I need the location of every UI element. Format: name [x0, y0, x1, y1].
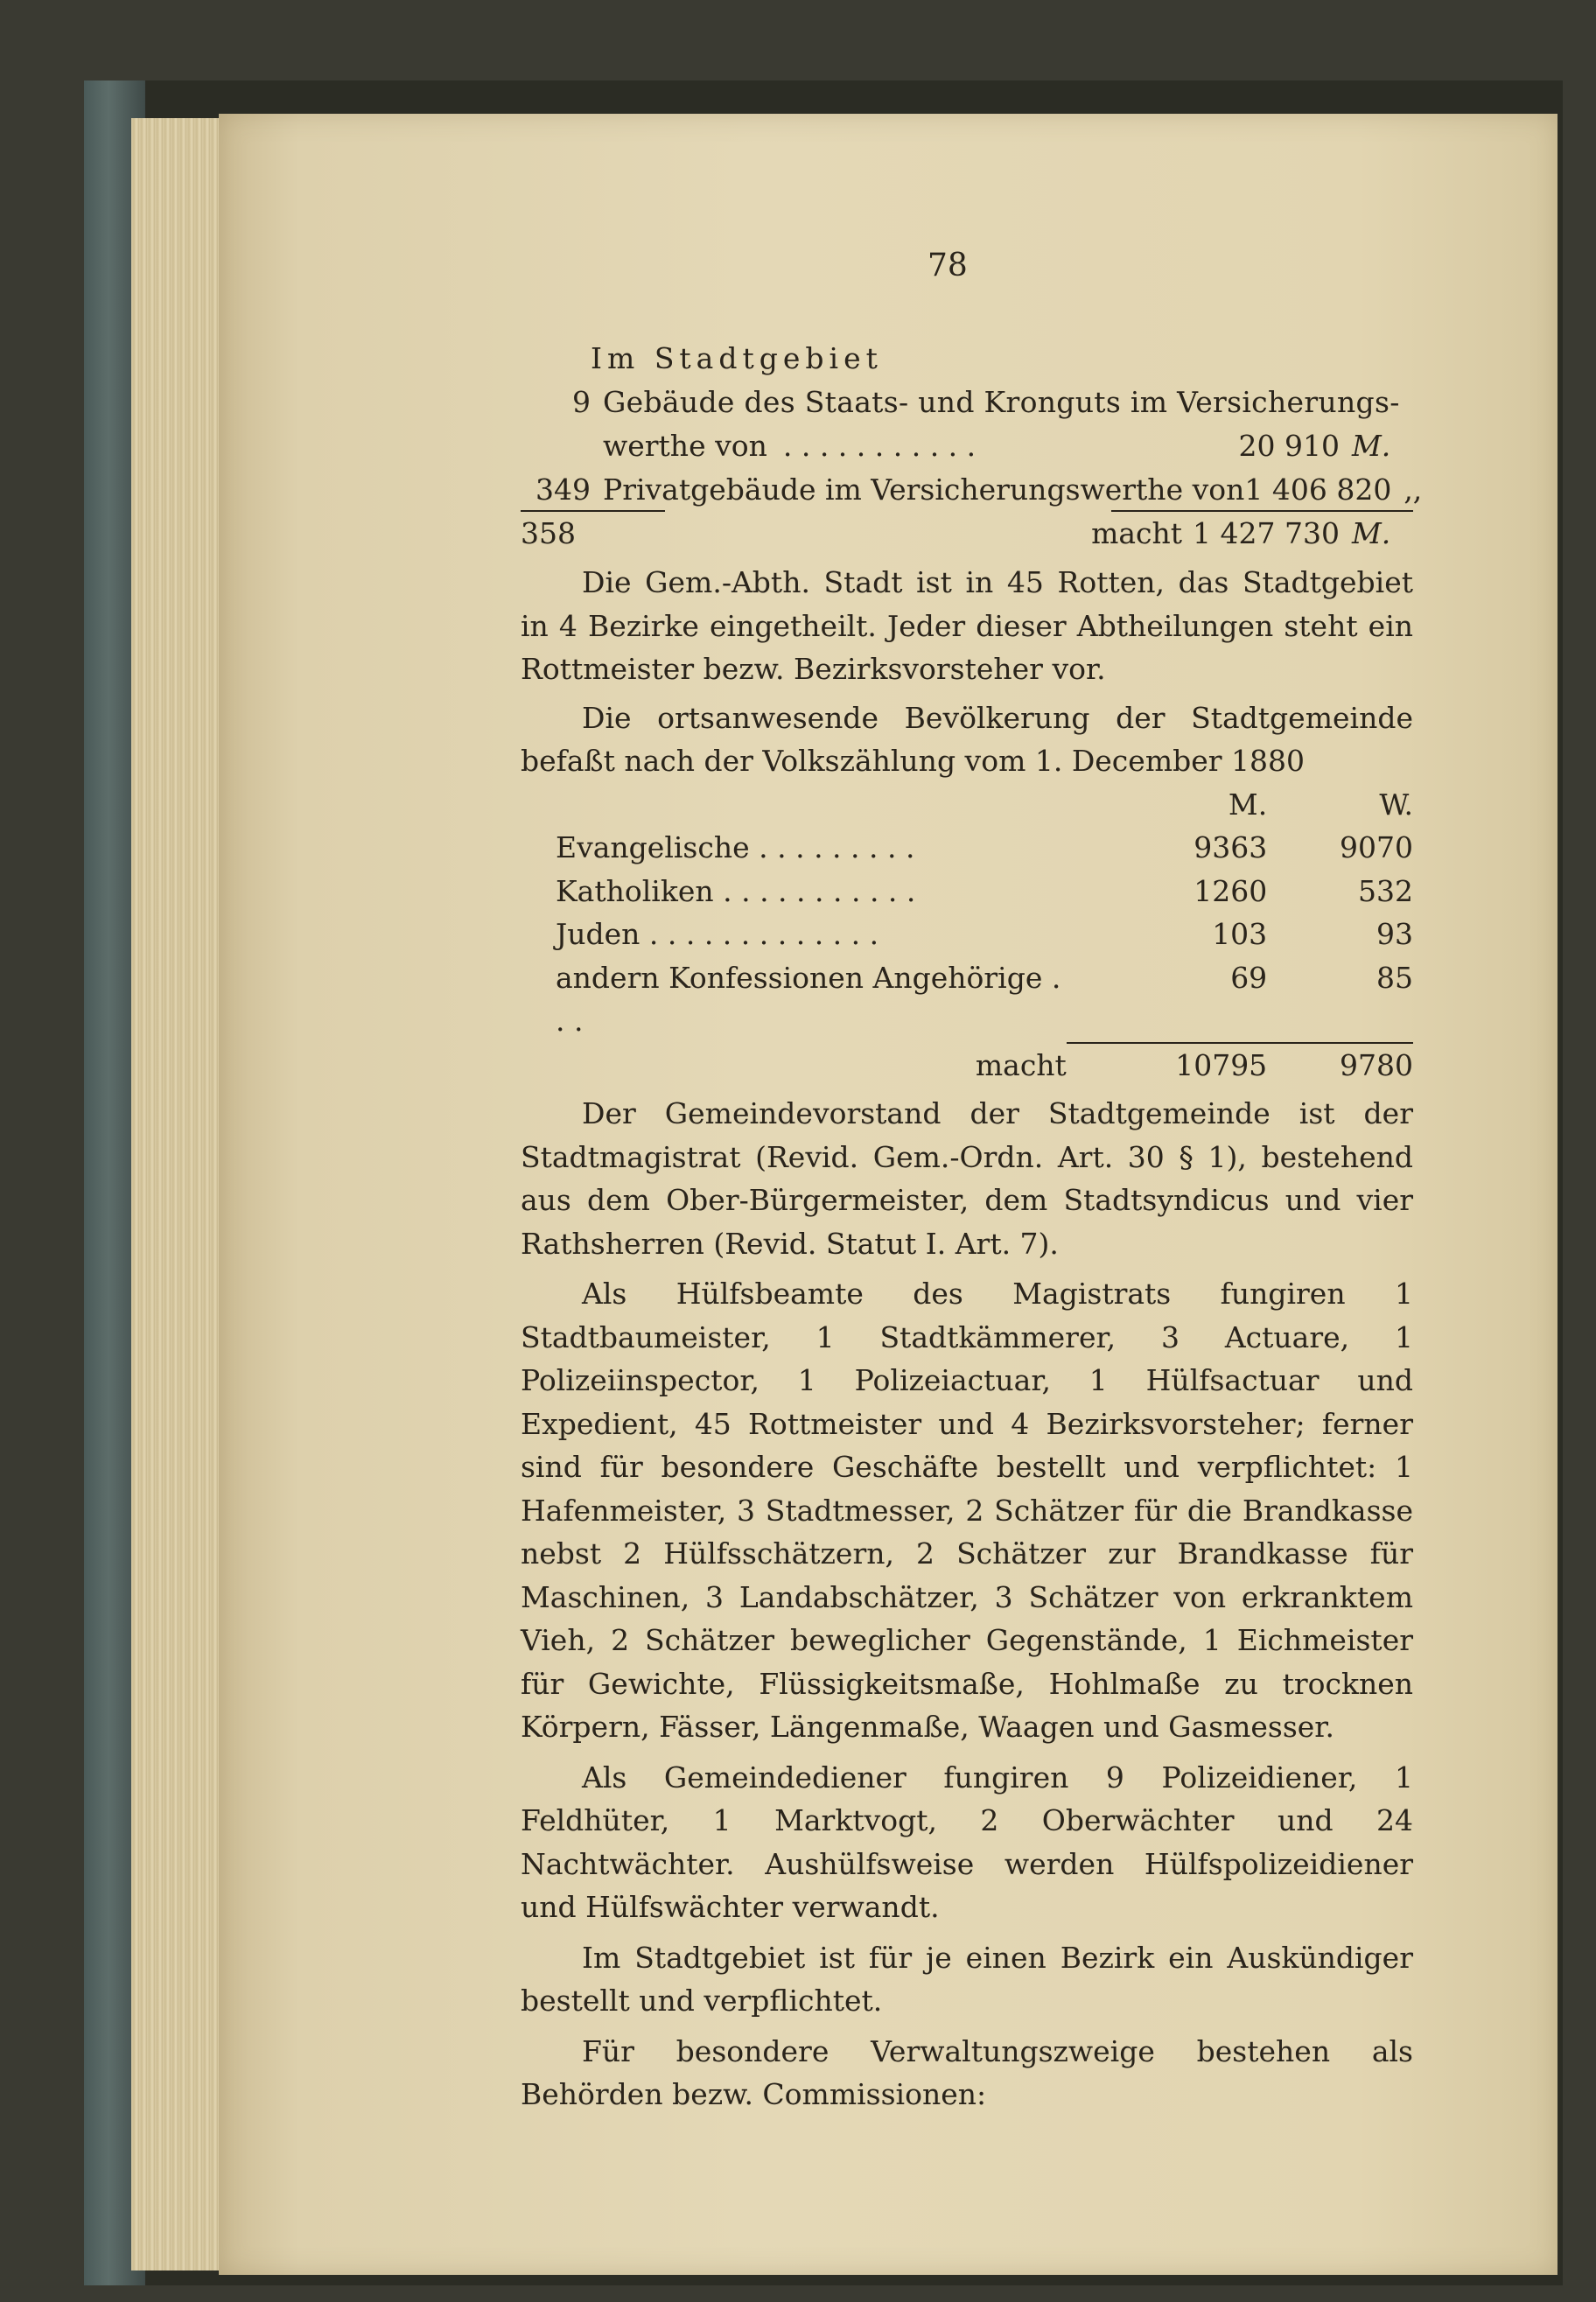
buildings-total: 358 macht 1 427 730 M. — [521, 516, 1391, 550]
rule-count — [521, 510, 665, 512]
paragraph-auskuendiger: Im Stadtgebiet ist für je einen Bezirk ein Auskündiger bestellt und verpflichtet. — [521, 1940, 1413, 2018]
paragraph-magistrat: Der Gemeindevorstand der Stadtgemeinde ist der Stadtmagistrat (Revid. Gem.-Ordn. Art. 30 § 1), bestehend aus dem Ober-Bürgermeister, dem Stadtsyndicus und vier Rathsherren (Revid. Statut I. Art. 7). — [521, 1096, 1413, 1261]
population-row: Evangelische . . . . . . . . . 9363 9070 — [556, 830, 1413, 864]
population-header: M. W. — [1228, 787, 1413, 822]
paragraph-gemeindediener: Als Gemeindediener fungiren 9 Polizeidiener, 1 Feldhüter, 1 Marktvogt, 2 Oberwächter und 24 Nachtwächter. Aushülfsweise werden Hülfspolizeidiener und Hülfswächter verwandt. — [521, 1760, 1413, 1924]
buildings-row-1: 9 Gebäude des Staats- und Kronguts im Versicherungs- — [572, 385, 1400, 419]
page-text — [521, 337, 1423, 2117]
buildings-row-2: 349 Privatgebäude im Versicherungswerthe von 1 406 820 ,, — [536, 472, 1423, 507]
population-table — [556, 783, 1413, 1088]
buildings-row-1-cont: werthe von . . . . . . . . . . . 20 910 M. — [603, 429, 1391, 463]
population-total: macht 10795 9780 — [975, 1047, 1413, 1082]
page-number: 78 — [928, 248, 968, 283]
population-row: andern Konfessionen Angehörige . . . 69 85 — [556, 956, 1413, 1043]
population-row: Juden . . . . . . . . . . . . . 103 93 — [556, 917, 1413, 951]
paragraph-behoerden: Für besondere Verwaltungszweige bestehen als Behörden bezw. Commissionen: — [521, 2033, 1413, 2111]
page-edges — [131, 118, 225, 2271]
paragraph-population: Die ortsanwesende Bevölkerung der Stadtgemeinde befaßt nach der Volkszählung vom 1. December 1880 — [521, 700, 1413, 778]
section-title: Im Stadtgebiet — [591, 341, 883, 375]
population-row: Katholiken . . . . . . . . . . . 1260 532 — [556, 873, 1413, 908]
paragraph-rotten: Die Gem.-Abth. Stadt ist in 45 Rotten, das Stadtgebiet in 4 Bezirke eingetheilt. Jeder dieser Abtheilungen steht ein Rottmeister bezw. Bezirksvorsteher vor. — [521, 565, 1413, 686]
paragraph-huelfsbeamte: Als Hülfsbeamte des Magistrats fungiren 1 Stadtbaumeister, 1 Stadtkämmerer, 3 Actuare, 1 Polizeiinspector, 1 Polizeiactuar, 1 Hülfsactuar und Expedient, 45 Rottmeister und 4 Bezirksvorsteher; ferner sind für besondere Geschäfte bestellt und verpflichtet: 1 Hafenmeister, 3 Stadtmesser, 2 Schätzer für die Brandkasse nebst 2 Hülfsschätzern, 2 Schätzer zur Brandkasse für Maschinen, 3 Landabschätzer, 3 Schätzer von erkranktem Vieh, 2 Schätzer beweglicher Gegenstände, 1 Eichmeister für Gewichte, Flüssigkeitsmaße, Hohlmaße zu trocknen Körpern, Fässer, Längenmaße, Waagen und Gasmesser. — [521, 1277, 1413, 1744]
rule-sum — [1111, 510, 1413, 512]
